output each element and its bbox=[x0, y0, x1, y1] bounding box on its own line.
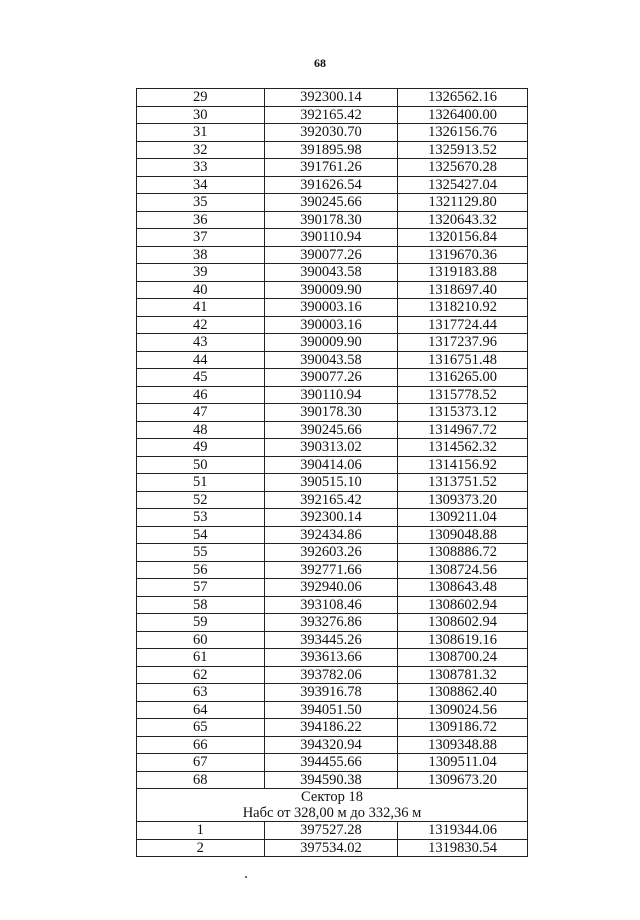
y-coordinate-cell: 1315778.52 bbox=[398, 386, 528, 404]
point-number-cell: 53 bbox=[137, 509, 265, 527]
x-coordinate-cell: 393108.46 bbox=[264, 596, 398, 614]
y-coordinate-cell: 1315373.12 bbox=[398, 404, 528, 422]
y-coordinate-cell: 1319670.36 bbox=[398, 246, 528, 264]
x-coordinate-cell: 391761.26 bbox=[264, 159, 398, 177]
coordinates-table-body bbox=[137, 89, 528, 789]
table-row bbox=[137, 839, 528, 857]
table-row bbox=[137, 194, 528, 212]
y-coordinate-cell: 1316751.48 bbox=[398, 351, 528, 369]
point-number-cell: 35 bbox=[137, 194, 265, 212]
table-row bbox=[137, 421, 528, 439]
x-coordinate-cell: 391895.98 bbox=[264, 141, 398, 159]
x-coordinate-cell: 390043.58 bbox=[264, 351, 398, 369]
point-number-cell: 41 bbox=[137, 299, 265, 317]
y-coordinate-cell: 1316265.00 bbox=[398, 369, 528, 387]
point-number-cell: 2 bbox=[137, 839, 265, 857]
y-coordinate-cell: 1326562.16 bbox=[398, 89, 528, 107]
x-coordinate-cell: 390178.30 bbox=[264, 404, 398, 422]
table-row bbox=[137, 264, 528, 282]
y-coordinate-cell: 1309048.88 bbox=[398, 526, 528, 544]
table-row bbox=[137, 89, 528, 107]
y-coordinate-cell: 1309673.20 bbox=[398, 771, 528, 789]
x-coordinate-cell: 392165.42 bbox=[264, 106, 398, 124]
sector-table-body bbox=[137, 822, 528, 857]
y-coordinate-cell: 1308886.72 bbox=[398, 544, 528, 562]
x-coordinate-cell: 390414.06 bbox=[264, 456, 398, 474]
x-coordinate-cell: 392030.70 bbox=[264, 124, 398, 142]
y-coordinate-cell: 1308619.16 bbox=[398, 631, 528, 649]
table-row bbox=[137, 404, 528, 422]
y-coordinate-cell: 1308862.40 bbox=[398, 684, 528, 702]
table-row bbox=[137, 386, 528, 404]
x-coordinate-cell: 391626.54 bbox=[264, 176, 398, 194]
table-row bbox=[137, 701, 528, 719]
y-coordinate-cell: 1325670.28 bbox=[398, 159, 528, 177]
x-coordinate-cell: 392300.14 bbox=[264, 89, 398, 107]
y-coordinate-cell: 1319183.88 bbox=[398, 264, 528, 282]
point-number-cell: 39 bbox=[137, 264, 265, 282]
x-coordinate-cell: 390003.16 bbox=[264, 299, 398, 317]
x-coordinate-cell: 393613.66 bbox=[264, 649, 398, 667]
point-number-cell: 46 bbox=[137, 386, 265, 404]
table-row bbox=[137, 509, 528, 527]
y-coordinate-cell: 1326156.76 bbox=[398, 124, 528, 142]
y-coordinate-cell: 1309024.56 bbox=[398, 701, 528, 719]
table-row bbox=[137, 316, 528, 334]
table-row bbox=[137, 754, 528, 772]
x-coordinate-cell: 394051.50 bbox=[264, 701, 398, 719]
x-coordinate-cell: 392300.14 bbox=[264, 509, 398, 527]
point-number-cell: 62 bbox=[137, 666, 265, 684]
point-number-cell: 64 bbox=[137, 701, 265, 719]
point-number-cell: 36 bbox=[137, 211, 265, 229]
y-coordinate-cell: 1309373.20 bbox=[398, 491, 528, 509]
coordinates-table bbox=[136, 88, 528, 857]
y-coordinate-cell: 1319344.06 bbox=[398, 822, 528, 840]
point-number-cell: 60 bbox=[137, 631, 265, 649]
sector-title: Сектор 18 bbox=[301, 789, 363, 805]
point-number-cell: 58 bbox=[137, 596, 265, 614]
table-row bbox=[137, 561, 528, 579]
x-coordinate-cell: 392434.86 bbox=[264, 526, 398, 544]
y-coordinate-cell: 1314562.32 bbox=[398, 439, 528, 457]
table-row bbox=[137, 666, 528, 684]
table-row bbox=[137, 771, 528, 789]
point-number-cell: 67 bbox=[137, 754, 265, 772]
x-coordinate-cell: 390077.26 bbox=[264, 369, 398, 387]
point-number-cell: 34 bbox=[137, 176, 265, 194]
y-coordinate-cell: 1308602.94 bbox=[398, 596, 528, 614]
table-row bbox=[137, 159, 528, 177]
point-number-cell: 57 bbox=[137, 579, 265, 597]
point-number-cell: 33 bbox=[137, 159, 265, 177]
point-number-cell: 54 bbox=[137, 526, 265, 544]
point-number-cell: 68 bbox=[137, 771, 265, 789]
y-coordinate-cell: 1318697.40 bbox=[398, 281, 528, 299]
x-coordinate-cell: 397527.28 bbox=[264, 822, 398, 840]
y-coordinate-cell: 1319830.54 bbox=[398, 839, 528, 857]
table-row bbox=[137, 351, 528, 369]
y-coordinate-cell: 1318210.92 bbox=[398, 299, 528, 317]
point-number-cell: 30 bbox=[137, 106, 265, 124]
table-row bbox=[137, 474, 528, 492]
point-number-cell: 48 bbox=[137, 421, 265, 439]
table-row bbox=[137, 719, 528, 737]
point-number-cell: 43 bbox=[137, 334, 265, 352]
x-coordinate-cell: 390009.90 bbox=[264, 334, 398, 352]
scan-speck bbox=[245, 876, 247, 878]
x-coordinate-cell: 390110.94 bbox=[264, 229, 398, 247]
table-row bbox=[137, 596, 528, 614]
table-row bbox=[137, 106, 528, 124]
x-coordinate-cell: 392940.06 bbox=[264, 579, 398, 597]
table-row bbox=[137, 299, 528, 317]
y-coordinate-cell: 1308700.24 bbox=[398, 649, 528, 667]
y-coordinate-cell: 1326400.00 bbox=[398, 106, 528, 124]
y-coordinate-cell: 1308643.48 bbox=[398, 579, 528, 597]
x-coordinate-cell: 392165.42 bbox=[264, 491, 398, 509]
x-coordinate-cell: 390245.66 bbox=[264, 194, 398, 212]
x-coordinate-cell: 390009.90 bbox=[264, 281, 398, 299]
x-coordinate-cell: 390515.10 bbox=[264, 474, 398, 492]
point-number-cell: 45 bbox=[137, 369, 265, 387]
table-row bbox=[137, 124, 528, 142]
point-number-cell: 40 bbox=[137, 281, 265, 299]
table-row bbox=[137, 491, 528, 509]
x-coordinate-cell: 390178.30 bbox=[264, 211, 398, 229]
x-coordinate-cell: 392771.66 bbox=[264, 561, 398, 579]
table-row bbox=[137, 439, 528, 457]
table-row bbox=[137, 281, 528, 299]
point-number-cell: 44 bbox=[137, 351, 265, 369]
y-coordinate-cell: 1314967.72 bbox=[398, 421, 528, 439]
table-row bbox=[137, 456, 528, 474]
point-number-cell: 56 bbox=[137, 561, 265, 579]
y-coordinate-cell: 1317237.96 bbox=[398, 334, 528, 352]
point-number-cell: 66 bbox=[137, 736, 265, 754]
point-number-cell: 65 bbox=[137, 719, 265, 737]
y-coordinate-cell: 1308724.56 bbox=[398, 561, 528, 579]
page-number: 68 bbox=[314, 56, 326, 70]
y-coordinate-cell: 1320156.84 bbox=[398, 229, 528, 247]
y-coordinate-cell: 1317724.44 bbox=[398, 316, 528, 334]
x-coordinate-cell: 393276.86 bbox=[264, 614, 398, 632]
table-row bbox=[137, 526, 528, 544]
point-number-cell: 42 bbox=[137, 316, 265, 334]
table-row bbox=[137, 684, 528, 702]
sector-header-row bbox=[137, 789, 528, 822]
x-coordinate-cell: 393445.26 bbox=[264, 631, 398, 649]
x-coordinate-cell: 394186.22 bbox=[264, 719, 398, 737]
table-row bbox=[137, 544, 528, 562]
y-coordinate-cell: 1308602.94 bbox=[398, 614, 528, 632]
table-row bbox=[137, 649, 528, 667]
point-number-cell: 51 bbox=[137, 474, 265, 492]
y-coordinate-cell: 1325427.04 bbox=[398, 176, 528, 194]
table-row bbox=[137, 141, 528, 159]
x-coordinate-cell: 390077.26 bbox=[264, 246, 398, 264]
x-coordinate-cell: 394320.94 bbox=[264, 736, 398, 754]
point-number-cell: 63 bbox=[137, 684, 265, 702]
y-coordinate-cell: 1309211.04 bbox=[398, 509, 528, 527]
table-row bbox=[137, 579, 528, 597]
table-row bbox=[137, 736, 528, 754]
x-coordinate-cell: 392603.26 bbox=[264, 544, 398, 562]
table-row bbox=[137, 229, 528, 247]
point-number-cell: 29 bbox=[137, 89, 265, 107]
x-coordinate-cell: 390245.66 bbox=[264, 421, 398, 439]
table-row bbox=[137, 631, 528, 649]
y-coordinate-cell: 1320643.32 bbox=[398, 211, 528, 229]
y-coordinate-cell: 1321129.80 bbox=[398, 194, 528, 212]
table-row bbox=[137, 334, 528, 352]
point-number-cell: 61 bbox=[137, 649, 265, 667]
sector-subtitle: Набс от 328,00 м до 332,36 м bbox=[242, 805, 422, 821]
point-number-cell: 52 bbox=[137, 491, 265, 509]
table-row bbox=[137, 176, 528, 194]
table-row bbox=[137, 614, 528, 632]
x-coordinate-cell: 394590.38 bbox=[264, 771, 398, 789]
point-number-cell: 37 bbox=[137, 229, 265, 247]
x-coordinate-cell: 390110.94 bbox=[264, 386, 398, 404]
table-row bbox=[137, 369, 528, 387]
y-coordinate-cell: 1325913.52 bbox=[398, 141, 528, 159]
y-coordinate-cell: 1313751.52 bbox=[398, 474, 528, 492]
x-coordinate-cell: 393782.06 bbox=[264, 666, 398, 684]
table-row bbox=[137, 246, 528, 264]
x-coordinate-cell: 390313.02 bbox=[264, 439, 398, 457]
x-coordinate-cell: 390003.16 bbox=[264, 316, 398, 334]
y-coordinate-cell: 1309348.88 bbox=[398, 736, 528, 754]
point-number-cell: 31 bbox=[137, 124, 265, 142]
x-coordinate-cell: 393916.78 bbox=[264, 684, 398, 702]
x-coordinate-cell: 397534.02 bbox=[264, 839, 398, 857]
y-coordinate-cell: 1314156.92 bbox=[398, 456, 528, 474]
y-coordinate-cell: 1308781.32 bbox=[398, 666, 528, 684]
table-row bbox=[137, 211, 528, 229]
sector-header-cell bbox=[137, 789, 528, 822]
x-coordinate-cell: 390043.58 bbox=[264, 264, 398, 282]
x-coordinate-cell: 394455.66 bbox=[264, 754, 398, 772]
point-number-cell: 47 bbox=[137, 404, 265, 422]
y-coordinate-cell: 1309511.04 bbox=[398, 754, 528, 772]
point-number-cell: 55 bbox=[137, 544, 265, 562]
point-number-cell: 32 bbox=[137, 141, 265, 159]
point-number-cell: 59 bbox=[137, 614, 265, 632]
point-number-cell: 38 bbox=[137, 246, 265, 264]
point-number-cell: 50 bbox=[137, 456, 265, 474]
point-number-cell: 1 bbox=[137, 822, 265, 840]
point-number-cell: 49 bbox=[137, 439, 265, 457]
y-coordinate-cell: 1309186.72 bbox=[398, 719, 528, 737]
table-row bbox=[137, 822, 528, 840]
